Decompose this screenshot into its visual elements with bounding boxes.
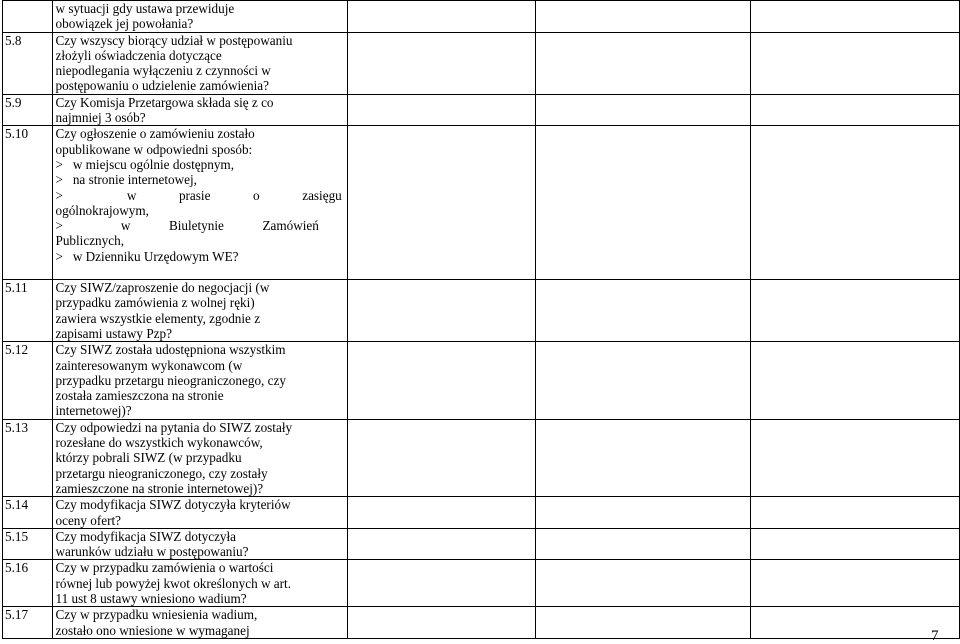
- question-line: Czy odpowiedzi na pytania do SIWZ zostały: [55, 419, 293, 435]
- question-cell: [52, 342, 347, 419]
- question-line: zamieszczone na stronie internetowej)?: [55, 480, 264, 496]
- table-row: [3, 342, 960, 419]
- question-line: [56, 126, 342, 141]
- question-line: rozesłane do wszystkich wykonawców,: [55, 435, 263, 451]
- answer-cell-1: [347, 280, 535, 342]
- row-number: 5.10: [3, 126, 53, 280]
- answer-cell-2: [535, 419, 750, 496]
- answer-cell-3: [751, 419, 960, 496]
- question-cell: [52, 560, 347, 607]
- bullet-line: > w miejscu ogólnie dostępnym,: [55, 156, 234, 172]
- question-line: została zamieszczona na stronie: [55, 388, 224, 404]
- answer-cell-2: [535, 342, 750, 419]
- answer-cell-1: [347, 126, 535, 280]
- row-number: 5.14: [3, 497, 53, 529]
- checklist-table: [2, 0, 960, 639]
- question-line: Czy w przypadku zamówienia o wartości: [55, 560, 274, 576]
- answer-cell-3: [751, 32, 960, 94]
- question-line: najmniej 3 osób?: [55, 110, 146, 126]
- answer-cell-2: [535, 32, 750, 94]
- question-cell: [52, 126, 347, 280]
- answer-cell-3: [751, 94, 960, 126]
- question-line: Czy Komisja Przetargowa składa się z co: [55, 94, 274, 110]
- question-line: przypadku zamówienia z wolnej ręki): [55, 295, 255, 311]
- answer-cell-3: [751, 560, 960, 607]
- question-line: którzy pobrali SIWZ (w przypadku: [55, 450, 242, 466]
- answer-cell-1: [347, 528, 535, 560]
- table-row: [3, 126, 960, 280]
- row-number: 5.13: [3, 419, 53, 496]
- question-line: w sytuacji gdy ustawa przewiduje: [55, 1, 235, 16]
- table-row: [3, 94, 960, 126]
- answer-cell-1: [347, 342, 535, 419]
- answer-cell-2: [535, 126, 750, 280]
- question-cell: [52, 94, 347, 126]
- answer-cell-3: [751, 607, 960, 639]
- question-line: postępowaniu o udzielenie zamówienia?: [55, 78, 269, 94]
- question-line: Publicznych,: [55, 233, 124, 249]
- bullet-line: > w Biuletynie Zamówień: [55, 218, 319, 234]
- answer-cell-1: [347, 94, 535, 126]
- table-row: [3, 1, 960, 33]
- row-number: 5.16: [3, 560, 53, 607]
- question-line: obowiązek jej powołania?: [55, 16, 194, 32]
- question-cell: [52, 280, 347, 342]
- answer-cell-2: [535, 560, 750, 607]
- table-row: [3, 560, 960, 607]
- table-row: [3, 280, 960, 342]
- question-line: niepodlegania wyłączeniu z czynności w: [55, 63, 271, 79]
- question-line: Czy SIWZ została udostępniona wszystkim: [55, 342, 286, 358]
- answer-cell-1: [347, 607, 535, 639]
- row-number: [3, 1, 53, 33]
- question-cell: [52, 497, 347, 529]
- answer-cell-3: [751, 280, 960, 342]
- question-line: Czy w przypadku wniesienia wadium,: [55, 607, 258, 623]
- row-number: 5.12: [3, 342, 53, 419]
- question-line: Czy modyfikacja SIWZ dotyczyła kryteriów: [55, 497, 291, 513]
- row-number: 5.11: [3, 280, 53, 342]
- row-number: 5.17: [3, 607, 53, 639]
- question-line: złożyli oświadczenia dotyczące: [55, 47, 222, 63]
- table-row: [3, 419, 960, 496]
- question-line: równej lub powyżej kwot określonych w art.: [55, 575, 291, 591]
- page-number: 7: [931, 628, 939, 644]
- answer-cell-2: [535, 94, 750, 126]
- question-line: przetargu nieograniczonego, czy zostały: [55, 465, 268, 481]
- answer-cell-2: [535, 528, 750, 560]
- question-line: ogólnokrajowym,: [55, 202, 149, 218]
- answer-cell-3: [751, 342, 960, 419]
- question-line: zostało ono wniesione w wymaganej: [55, 622, 250, 638]
- answer-cell-3: [751, 126, 960, 280]
- row-number: 5.8: [3, 32, 53, 94]
- answer-cell-3: [751, 1, 960, 33]
- question-line: 11 ust 8 ustawy wniesiono wadium?: [55, 590, 247, 606]
- table-row: [3, 32, 960, 94]
- table-row: [3, 607, 960, 639]
- question-line: Czy wszyscy biorący udział w postępowaniu: [55, 32, 293, 48]
- question-line: Czy SIWZ/zaproszenie do negocjacji (w: [55, 280, 270, 296]
- bullet-line: > w prasie o zasięgu: [55, 187, 342, 203]
- question-cell: [52, 32, 347, 94]
- question-line: zainteresowanym wykonawcom (w: [55, 357, 243, 373]
- answer-cell-1: [347, 560, 535, 607]
- answer-cell-1: [347, 1, 535, 33]
- answer-cell-2: [535, 607, 750, 639]
- question-line: warunków udziału w postępowaniu?: [55, 544, 249, 560]
- question-line: zawiera wszystkie elementy, zgodnie z: [55, 310, 261, 326]
- question-cell: [52, 607, 347, 639]
- answer-cell-3: [751, 497, 960, 529]
- question-line: internetowej)?: [55, 403, 132, 419]
- question-cell: [52, 1, 347, 33]
- answer-cell-3: [751, 528, 960, 560]
- answer-cell-1: [347, 32, 535, 94]
- question-line: oceny ofert?: [55, 512, 122, 528]
- table-row: [3, 497, 960, 529]
- row-number: 5.9: [3, 94, 53, 126]
- bullet-line: > na stronie internetowej,: [55, 172, 197, 188]
- question-line: zapisami ustawy Pzp?: [55, 325, 172, 341]
- question-line: Czy modyfikacja SIWZ dotyczyła: [55, 528, 237, 544]
- bullet-line: > w Dzienniku Urzędowym WE?: [55, 248, 239, 264]
- question-cell: [52, 419, 347, 496]
- answer-cell-2: [535, 1, 750, 33]
- answer-cell-2: [535, 280, 750, 342]
- table-row: [3, 528, 960, 560]
- question-line: przypadku przetargu nieograniczonego, czy: [55, 372, 286, 388]
- row-number: 5.15: [3, 528, 53, 560]
- answer-cell-1: [347, 419, 535, 496]
- answer-cell-2: [535, 497, 750, 529]
- answer-cell-1: [347, 497, 535, 529]
- question-line: opublikowane w odpowiedni sposób:: [55, 141, 253, 157]
- question-line-text: Czy ogłoszenie o zamówieniu zostało: [55, 126, 255, 142]
- question-cell: [52, 528, 347, 560]
